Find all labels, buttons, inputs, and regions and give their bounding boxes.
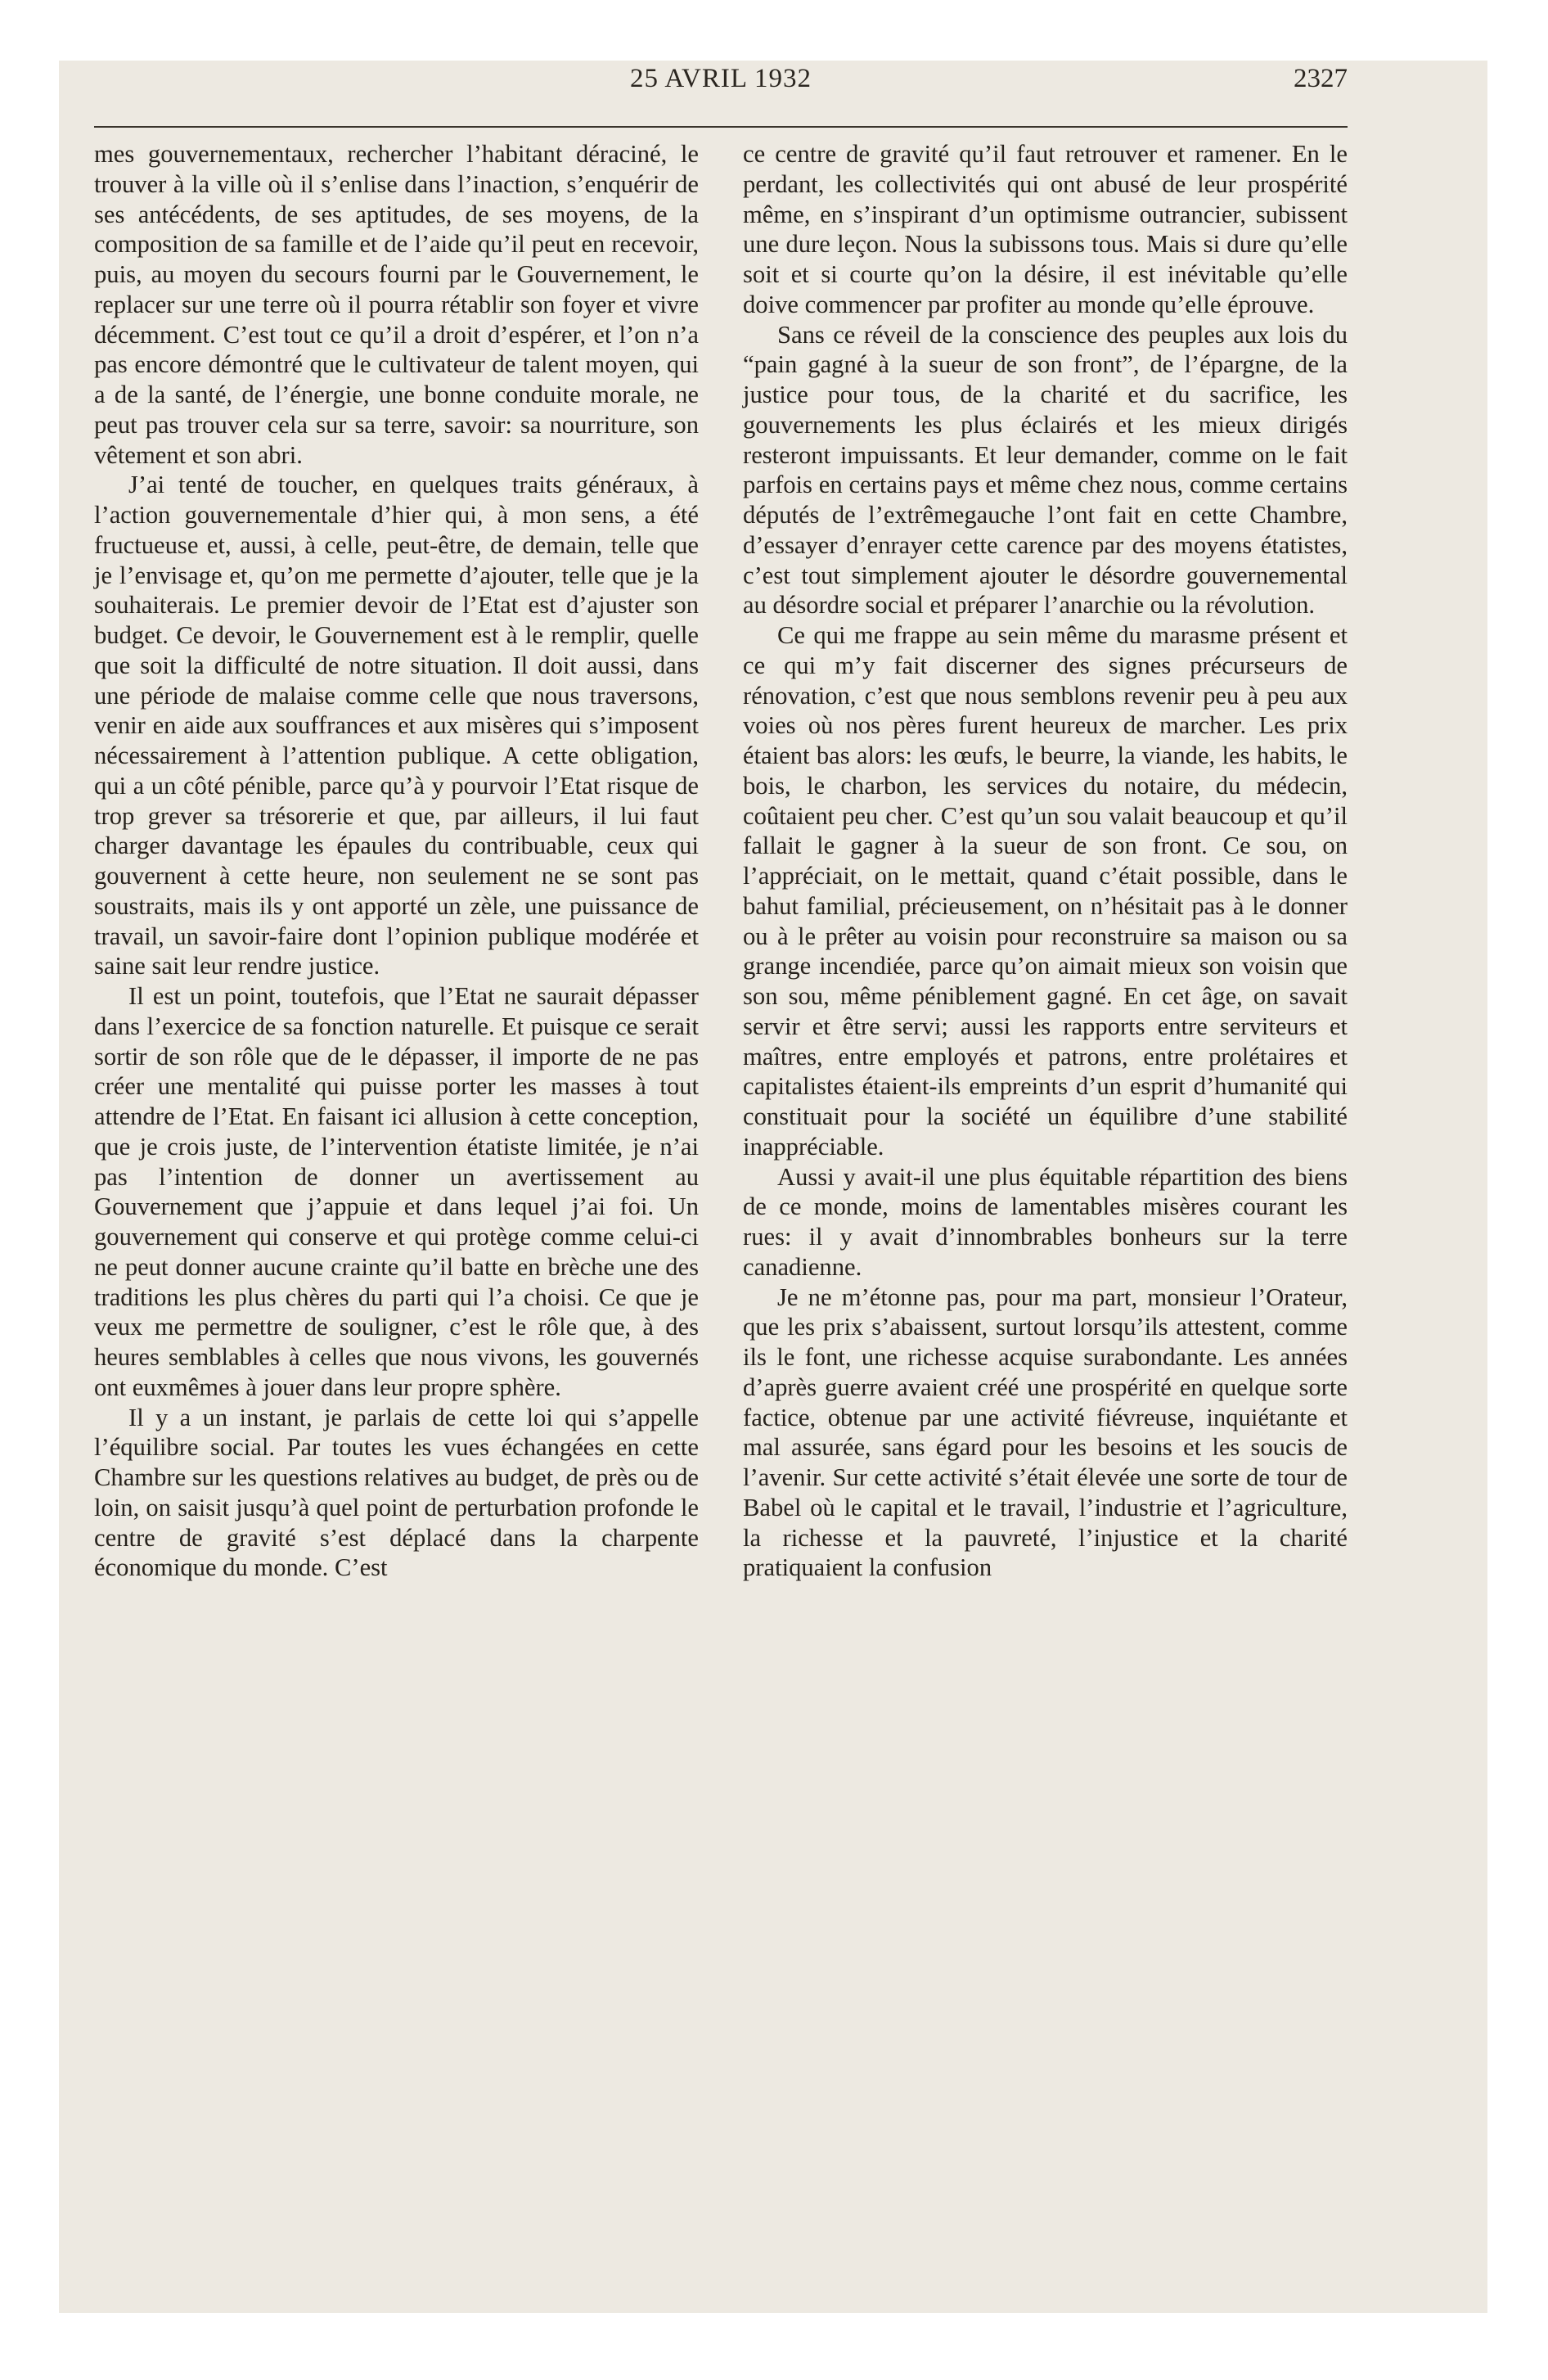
paragraph: mes gouvernementaux, rechercher l’habitant déraciné, le trouver à la ville où il s’enlise dans l’inaction, s’enquérir de ses antécédents, de ses aptitudes, de ses moyens, de la composition de sa famille et de l’aide qu’il peut en recevoir, puis, au moyen du secours fourni par le Gouvernement, le replacer sur une terre où il pourra rétablir son foyer et vivre décemment. C’est tout ce qu’il a droit d’espérer, et l’on n’a pas encore démontré que le cultivateur de talent moyen, qui a de la santé, de l’énergie, une bonne conduite morale, ne peut pas trouver cela sur sa terre, savoir: sa nourriture, son vêtement et son abri. <box>94 140 699 469</box>
paragraph: Sans ce réveil de la conscience des peuples aux lois du “pain gagné à la sueur de son front”, de l’épargne, de la justice pour tous, de la charité et du sacrifice, les gouvernements les plus éclairés et les mieux dirigés resteront impuissants. Et leur demander, comme on le fait parfois en certains pays et même chez nous, comme certains députés de l’extrêmegauche l’ont fait en cette Chambre, d’essayer d’enrayer cette carence par des moyens étatistes, c’est tout simplement ajouter le désordre gouvernemental au désordre social et préparer l’anarchie ou la révolution. <box>743 320 1348 620</box>
header-date: 25 AVRIL 1932 <box>629 64 812 93</box>
right-column <box>743 139 1348 1583</box>
paragraph: ce centre de gravité qu’il faut retrouver et ramener. En le perdant, les collectivités qui ont abusé de leur prospérité même, en s’inspirant d’un optimisme outrancier, subissent une dure leçon. Nous la subissons tous. Mais si dure qu’elle soit et si courte qu’on la désire, il est inévitable qu’elle doive commencer par profiter au monde qu’elle éprouve. <box>743 140 1348 318</box>
header-rule <box>94 126 1348 128</box>
page-number: 2327 <box>1294 64 1348 93</box>
paragraph: Il est un point, toutefois, que l’Etat ne saurait dépasser dans l’exercice de sa fonction naturelle. Et puisque ce serait sortir de son rôle que de le dépasser, il importe de ne pas créer une mentalité qui puisse porter les masses à tout attendre de l’Etat. En faisant ici allusion à cette conception, que je crois juste, de l’intervention étatiste limitée, je n’ai pas l’intention de donner un avertissement au Gouvernement que j’appuie et dans lequel j’ai foi. Un gouvernement qui conserve et qui protège comme celui-ci ne peut donner aucune crainte qu’il batte en brèche une des traditions les plus chères du parti qui l’a choisi. Ce que je veux me permettre de souligner, c’est le rôle que, à des heures semblables à celles que nous vivons, les gouvernés ont euxmêmes à jouer dans leur propre sphère. <box>94 982 699 1401</box>
paragraph: Il y a un instant, je parlais de cette loi qui s’appelle l’équilibre social. Par toutes les vues échangées en cette Chambre sur les questions relatives au budget, de près ou de loin, on saisit jusqu’à quel point de perturbation profonde le centre de gravité s’est déplacé dans la charpente économique du monde. C’est <box>94 1403 699 1582</box>
page-header <box>94 64 1348 110</box>
paragraph: J’ai tenté de toucher, en quelques traits généraux, à l’action gouvernementale d’hier qui, à mon sens, a été fructueuse et, aussi, à celle, peut-être, de demain, telle que je l’envisage et, qu’on me permette d’ajouter, telle que je la souhaiterais. Le premier devoir de l’Etat est d’ajuster son budget. Ce devoir, le Gouvernement est à le remplir, quelle que soit la difficulté de notre situation. Il doit aussi, dans une période de malaise comme celle que nous traversons, venir en aide aux souffrances et aux misères qui s’imposent nécessairement à l’attention publique. A cette obligation, qui a un côté pénible, parce qu’à y pourvoir l’Etat risque de trop grever sa trésorerie et que, par ailleurs, il lui faut charger davantage les épaules du contribuable, ceux qui gouvernent à cette heure, non seulement ne se sont pas soustraits, mais ils y ont apporté un zèle, une puissance de travail, un savoir-faire dont l’opinion publique modérée et saine sait leur rendre justice. <box>94 471 699 980</box>
paragraph: Je ne m’étonne pas, pour ma part, monsieur l’Orateur, que les prix s’abaissent, surtout lorsqu’ils attestent, comme ils le font, une richesse acquise surabondante. Les années d’après guerre avaient créé une prospérité en quelque sorte factice, obtenue par une activité fiévreuse, inquiétante et mal assurée, sans égard pour les besoins et les soucis de l’avenir. Sur cette activité s’était élevée une sorte de tour de Babel où le capital et le travail, l’industrie et l’agriculture, la richesse et la pauvreté, l’injustice et la charité pratiquaient la confusion <box>743 1282 1348 1582</box>
left-column <box>94 139 699 1583</box>
paragraph: Aussi y avait-il une plus équitable répartition des biens de ce monde, moins de lamentables misères courant les rues: il y avait d’innombrables bonheurs sur la terre canadienne. <box>743 1162 1348 1281</box>
paragraph: Ce qui me frappe au sein même du marasme présent et ce qui m’y fait discerner des signes précurseurs de rénovation, c’est que nous semblons revenir peu à peu aux voies où nos pères furent heureux de marcher. Les prix étaient bas alors: les œufs, le beurre, la viande, les habits, le bois, le charbon, les services du notaire, du médecin, coûtaient peu cher. C’est qu’un sou valait beaucoup et qu’il fallait le gagner à la sueur de son front. Ce sou, on l’appréciait, on le mettait, quand c’était possible, dans le bahut familial, précieusement, on n’hésitait pas à le donner ou à le prêter au voisin pour reconstruire sa maison ou sa grange incendiée, parce qu’on aimait mieux son voisin que son sou, même péniblement gagné. En cet âge, on savait servir et être servi; aussi les rapports entre serviteurs et maîtres, entre employés et patrons, entre prolétaires et capitalistes étaient-ils empreints d’un esprit d’humanité qui constituait pour la société un équilibre d’une stabilité inappréciable. <box>743 621 1348 1161</box>
